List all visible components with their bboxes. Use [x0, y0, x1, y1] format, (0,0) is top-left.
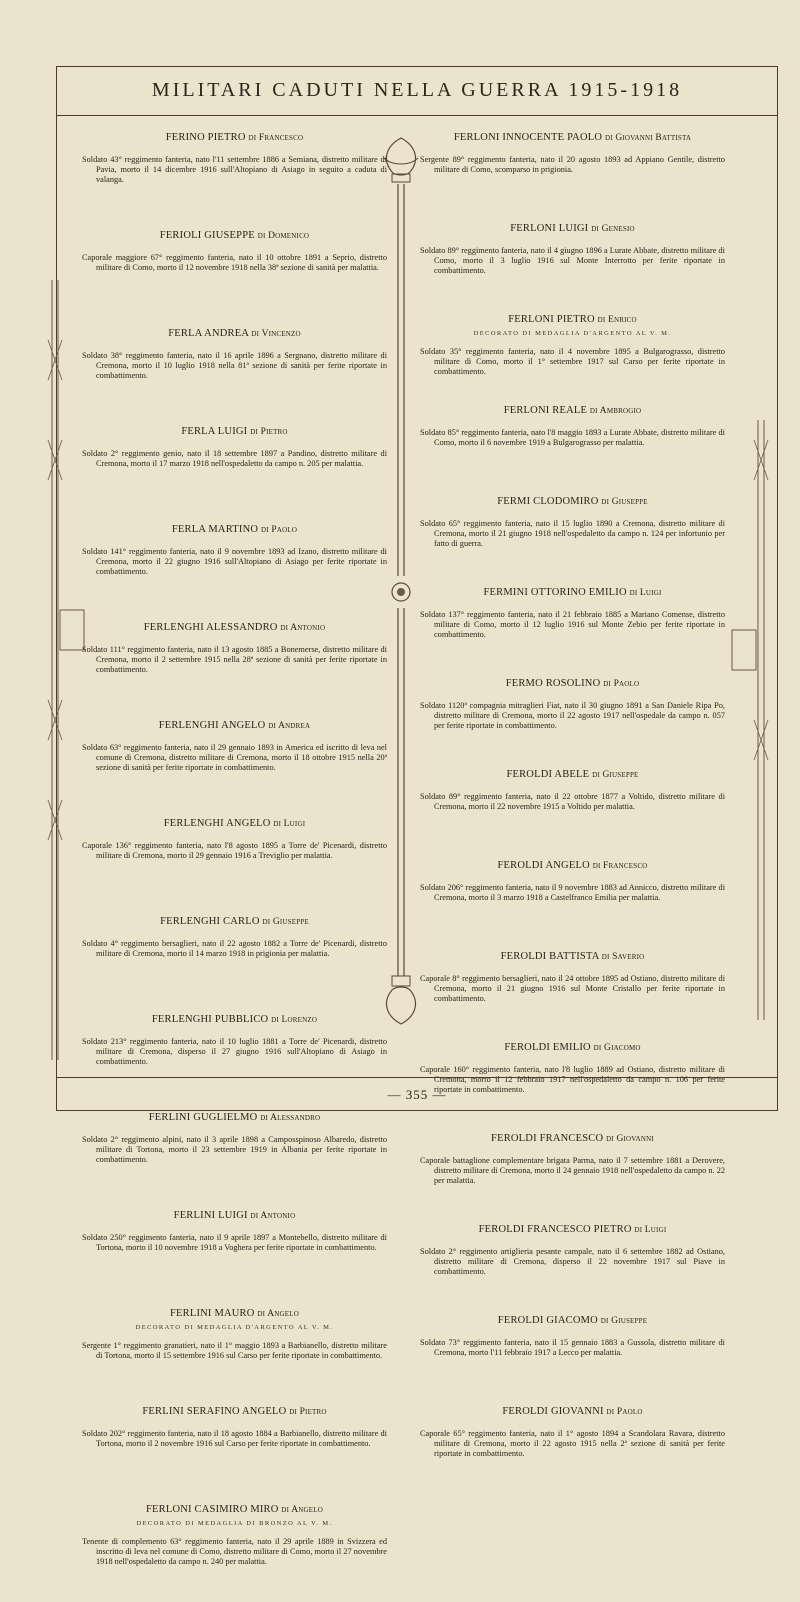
soldier-record: Sergente 1° reggimento granatieri, nato il 1° maggio 1893 a Barbianello, distretto militare di Tortona, morto il 15 settembre 1916 sul Carso per ferite riportate in combattimento.	[82, 1341, 387, 1360]
soldier-entry	[82, 230, 387, 328]
soldier-name: FERINO PIETRO di Francesco	[165, 132, 304, 143]
soldier-entry	[82, 720, 387, 818]
page-title: MILITARI CADUTI NELLA GUERRA 1915-1918	[151, 79, 683, 101]
right-column	[420, 132, 725, 1497]
soldier-entry	[420, 1133, 725, 1224]
right-margin-ornament	[728, 420, 770, 1020]
soldier-entry	[82, 1308, 387, 1406]
soldier-record: Caporale 136° reggimento fanteria, nato l'8 agosto 1895 a Torre de' Picenardi, distretto militare di Cremona, morto il 29 gennaio 1916 a Treviglio per malattia.	[82, 841, 387, 860]
soldier-record: Soldato 4° reggimento bersaglieri, nato il 22 agosto 1882 a Torre de' Picenardi, distretto militare di Cremona, morto il 14 marzo 1918 in prigionia per malattia.	[82, 939, 387, 958]
soldier-entry	[420, 1224, 725, 1315]
soldier-name: FERLINI SERAFINO ANGELO di Pietro	[142, 1406, 327, 1417]
soldier-record: Tenente di complemento 63° reggimento fanteria, nato il 29 aprile 1889 in Svizzera ed inscritto di leva nel comune di Como, distretto militare di Como, morto il 27 novembre 1918 nell'ospedaletto da campo n. 240 per malattia.	[82, 1537, 387, 1566]
medal-note: DECORATO DI MEDAGLIA D'ARGENTO AL V. M.	[135, 1324, 334, 1331]
page-header	[56, 66, 778, 116]
soldier-entry	[420, 1315, 725, 1406]
soldier-entry	[420, 587, 725, 678]
soldier-entry	[82, 132, 387, 230]
soldier-entry	[420, 951, 725, 1042]
soldier-record: Caporale 160° reggimento fanteria, nato l'8 luglio 1889 ad Ostiano, distretto militare di Cremona, morto il 12 febbraio 1917 nell'ospedaletto da campo n. 106 per ferite riportate in combattimento.	[420, 1065, 725, 1094]
soldier-record: Soldato 111° reggimento fanteria, nato il 13 agosto 1885 a Bonemerse, distretto militare di Cremona, morto il 2 settembre 1915 nella 28ª sezione di sanità per ferite riportate in combattimento.	[82, 645, 387, 674]
soldier-record: Soldato 73° reggimento fanteria, nato il 15 gennaio 1883 a Gussola, distretto militare di Cremona, morto l'11 febbraio 1917 a Lecco per malattia.	[420, 1338, 725, 1357]
soldier-name: FEROLDI GIACOMO di Giuseppe	[497, 1315, 648, 1326]
soldier-name: FERLENGHI PUBBLICO di Lorenzo	[151, 1014, 318, 1025]
soldier-name: FERIOLI GIUSEPPE di Domenico	[159, 230, 310, 241]
soldier-entry	[420, 496, 725, 587]
soldier-record: Soldato 1120ª compagnia mitraglieri Fiat, nato il 30 giugno 1891 a San Daniele Ripa Po, distretto militare di Cremona, morto il 22 agosto 1917 nell'ospedale da campo n. 057 per ferite riportate in combattimento.	[420, 701, 725, 730]
soldier-entry	[420, 769, 725, 860]
soldier-name: FERLONI CASIMIRO MIRO di Angelo	[146, 1504, 323, 1515]
soldier-record: Soldato 250° reggimento fanteria, nato il 9 aprile 1897 a Montebello, distretto militare di Tortona, morto il 10 novembre 1918 a Voghera per ferite riportate in combattimento.	[82, 1233, 387, 1252]
soldier-name: FERLA ANDREA di Vincenzo	[168, 328, 301, 339]
soldier-record: Soldato 43° reggimento fanteria, nato l'11 settembre 1886 a Semiana, distretto militare di Pavia, morto il 14 dicembre 1916 sull'Altopiano di Asiago in seguito a caduta di valanga.	[82, 155, 387, 184]
soldier-record: Caporale 8° reggimento bersaglieri, nato il 24 ottobre 1895 ad Ostiano, distretto militare di Cremona, morto il 21 giugno 1916 sul Monte Cristallo per ferite riportate in combattimento.	[420, 974, 725, 1003]
soldier-record: Soldato 38° reggimento fanteria, nato il 16 aprile 1896 a Sergnano, distretto militare di Cremona, morto il 10 luglio 1918 nella 81ª sezione di sanità per ferite riportate in combattimento.	[82, 351, 387, 380]
page-footer	[56, 1077, 778, 1111]
soldier-name: FEROLDI BATTISTA di Saverio	[500, 951, 645, 962]
soldier-record: Soldato 2° reggimento genio, nato il 18 settembre 1897 a Pandino, distretto militare di Cremona, morto il 17 marzo 1918 nell'ospedaletto da campo n. 205 per malattia.	[82, 449, 387, 468]
soldier-entry	[82, 818, 387, 916]
soldier-entry	[82, 426, 387, 524]
soldier-entry	[420, 314, 725, 405]
left-column	[82, 132, 387, 1602]
soldier-record: Soldato 206° reggimento fanteria, nato il 9 novembre 1883 ad Annicco, distretto militare di Cremona, morto il 3 marzo 1918 a Castelfranco Emilia per malattia.	[420, 883, 725, 902]
soldier-entry	[420, 223, 725, 314]
soldier-entry	[420, 1406, 725, 1497]
soldier-entry	[420, 860, 725, 951]
soldier-record: Soldato 35° reggimento fanteria, nato il 4 novembre 1895 a Bulgarograsso, distretto militare di Como, morto il 1° settembre 1917 sul Carso per ferite riportate in combattimento.	[420, 347, 725, 376]
page-number: — 355 —	[387, 1086, 447, 1102]
soldier-name: FERLA LUIGI di Pietro	[181, 426, 288, 437]
soldier-record: Soldato 213° reggimento fanteria, nato il 10 luglio 1881 a Torre de' Picenardi, distretto militare di Cremona, disperso il 27 giugno 1916 sull'Altopiano di Asiago in combattimento.	[82, 1037, 387, 1066]
soldier-entry	[420, 678, 725, 769]
soldier-record: Soldato 2° reggimento artiglieria pesante campale, nato il 6 settembre 1882 ad Ostiano, distretto militare di Cremona, disperso il 22 novembre 1917 sul Piave in combattimento.	[420, 1247, 725, 1276]
soldier-name: FERLINI GUGLIELMO di Alessandro	[148, 1112, 321, 1123]
soldier-name: FEROLDI ANGELO di Francesco	[497, 860, 648, 871]
soldier-name: FERLENGHI CARLO di Giuseppe	[160, 916, 309, 927]
soldier-name: FEROLDI FRANCESCO PIETRO di Luigi	[478, 1224, 667, 1235]
soldier-record: Soldato 137° reggimento fanteria, nato il 21 febbraio 1885 a Mariano Comense, distretto militare di Como, morto il 12 luglio 1916 sul Monte Zebio per ferite riportate in combattimento.	[420, 610, 725, 639]
soldier-name: FERLA MARTINO di Paolo	[171, 524, 298, 535]
soldier-entry	[82, 1210, 387, 1308]
soldier-entry	[82, 328, 387, 426]
soldier-name: FERMINI OTTORINO EMILIO di Luigi	[483, 587, 662, 598]
soldier-entry	[82, 1406, 387, 1504]
soldier-record: Caporale 65° reggimento fanteria, nato il 1° agosto 1894 a Scandolara Ravara, distretto militare di Cremona, morto il 22 agosto 1915 nella 2ª sezione di sanità per ferite riportate in combattimento.	[420, 1429, 725, 1458]
soldier-name: FERLENGHI ANGELO di Luigi	[163, 818, 306, 829]
soldier-record: Soldato 63° reggimento fanteria, nato il 29 gennaio 1893 in America ed iscritto di leva nel comune di Cremona, distretto militare di Cremona, morto il 18 ottobre 1915 nella 20ª sezione di sanità per ferite riportate in combattimento.	[82, 743, 387, 772]
soldier-record: Soldato 141° reggimento fanteria, nato il 9 novembre 1893 ad Izano, distretto militare di Cremona, morto il 22 giugno 1916 sull'Altopiano di Asiago per ferite riportate in combattimento.	[82, 547, 387, 576]
soldier-entry	[82, 524, 387, 622]
soldier-record: Caporale maggiore 67° reggimento fanteria, nato il 10 ottobre 1891 a Seprio, distretto militare di Como, morto il 12 novembre 1918 nella 38ª sezione di sanità per malattia.	[82, 253, 387, 272]
soldier-record: Soldato 202° reggimento fanteria, nato il 18 agosto 1884 a Barbianello, distretto militare di Tortona, morto il 2 novembre 1916 sul Carso per ferite riportate in combattimento.	[82, 1429, 387, 1448]
soldier-name: FERMO ROSOLINO di Paolo	[505, 678, 640, 689]
soldier-name: FEROLDI ABELE di Giuseppe	[506, 769, 639, 780]
soldier-name: FERLINI LUIGI di Antonio	[173, 1210, 296, 1221]
soldier-record: Soldato 89° reggimento fanteria, nato il 4 giugno 1896 a Lurate Abbate, distretto militare di Como, morto il 3 luglio 1916 sul Monte Interrotto per ferite riportate in combattimento.	[420, 246, 725, 275]
soldier-name: FERLONI INNOCENTE PAOLO di Giovanni Battista	[453, 132, 692, 143]
soldier-name: FERLONI LUIGI di Genesio	[510, 223, 635, 234]
soldier-name: FEROLDI GIOVANNI di Paolo	[502, 1406, 643, 1417]
soldier-record: Soldato 65° reggimento fanteria, nato il 15 luglio 1890 a Cremona, distretto militare di Cremona, morto il 21 giugno 1918 nell'ospedaletto da campo n. 124 per infortunio per fatto di guerra.	[420, 519, 725, 548]
soldier-name: FERLONI PIETRO di Enrico	[508, 314, 637, 325]
soldier-name: FERLENGHI ANGELO di Andrea	[158, 720, 311, 731]
soldier-name: FERLINI MAURO di Angelo	[169, 1308, 299, 1319]
soldier-entry	[420, 132, 725, 223]
soldier-name: FERLENGHI ALESSANDRO di Antonio	[143, 622, 326, 633]
soldier-name: FEROLDI FRANCESCO di Giovanni	[491, 1133, 654, 1144]
medal-note: DECORATO DI MEDAGLIA D'ARGENTO AL V. M.	[473, 330, 672, 337]
soldier-record: Soldato 89° reggimento fanteria, nato il 22 ottobre 1877 a Voltido, distretto militare di Cremona, morto il 22 novembre 1915 a Voltido per malattia.	[420, 792, 725, 811]
soldier-entry	[82, 916, 387, 1014]
soldier-entry	[82, 1504, 387, 1602]
soldier-record: Sergente 89° reggimento fanteria, nato il 20 agosto 1893 ad Appiano Gentile, distretto militare di Como, scomparso in prigionia.	[420, 155, 725, 174]
soldier-entry	[82, 1112, 387, 1210]
soldier-record: Soldato 85° reggimento fanteria, nato l'8 maggio 1893 a Lurate Abbate, distretto militare di Como, morto il 6 novembre 1919 a Bulgarograsso per malattia.	[420, 428, 725, 447]
soldier-name: FERMI CLODOMIRO di Giuseppe	[497, 496, 648, 507]
soldier-record: Soldato 2° reggimento alpini, nato il 3 aprile 1898 a Camposspinoso Albaredo, distretto militare di Tortona, morto il 23 settembre 1919 in Albania per ferite riportate in combattimento.	[82, 1135, 387, 1164]
soldier-entry	[82, 622, 387, 720]
soldier-record: Caporale battaglione complementare brigata Parma, nato il 7 settembre 1881 a Derovere, distretto militare di Cremona, morto il 24 gennaio 1918 nell'ospedaletto da campo n. 22 per malattia.	[420, 1156, 725, 1185]
soldier-name: FEROLDI EMILIO di Giacomo	[504, 1042, 641, 1053]
soldier-entry	[420, 405, 725, 496]
medal-note: DECORATO DI MEDAGLIA DI BRONZO AL V. M.	[136, 1520, 333, 1527]
soldier-name: FERLONI REALE di Ambrogio	[503, 405, 642, 416]
